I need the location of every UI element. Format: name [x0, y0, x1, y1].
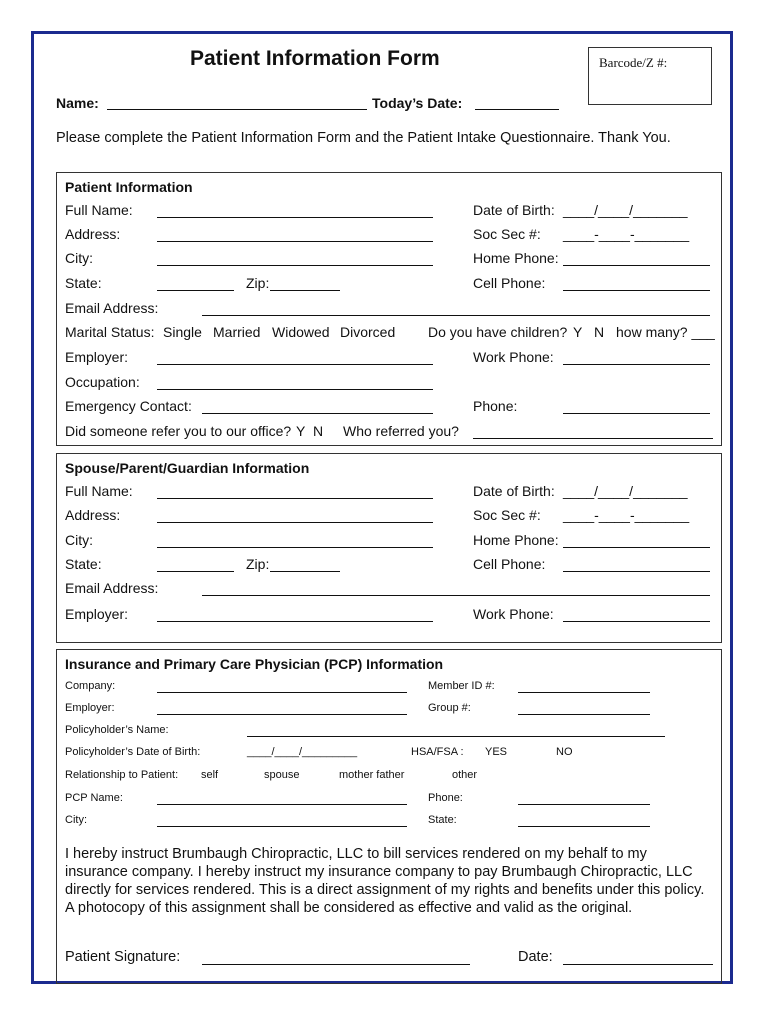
patient-work-phone-label: Work Phone:	[473, 349, 554, 365]
referral-yes-option[interactable]: Y	[296, 423, 306, 439]
guardian-cell-phone-field[interactable]	[563, 571, 710, 572]
guardian-home-phone-label: Home Phone:	[473, 532, 559, 548]
guardian-full-name-label: Full Name:	[65, 483, 133, 499]
pcp-name-label: PCP Name:	[65, 792, 123, 804]
children-question: Do you have children?	[428, 324, 568, 340]
patient-work-phone-field[interactable]	[563, 364, 710, 365]
guardian-work-phone-label: Work Phone:	[473, 606, 554, 622]
marital-option-divorced[interactable]: Divorced	[340, 324, 396, 340]
barcode-label: Barcode/Z #:	[599, 55, 668, 70]
name-field[interactable]	[107, 109, 367, 110]
patient-dob-field[interactable]: ____/____/_______	[563, 202, 688, 218]
patient-info-title: Patient Information	[65, 179, 193, 195]
hsa-no-option[interactable]: NO	[556, 746, 573, 758]
patient-full-name-label: Full Name:	[65, 202, 133, 218]
referral-no-option[interactable]: N	[313, 423, 324, 439]
patient-zip-label: Zip:	[246, 275, 270, 291]
guardian-address-field[interactable]	[157, 522, 433, 523]
pcp-city-field[interactable]	[157, 826, 407, 827]
emergency-contact-field[interactable]	[202, 413, 433, 414]
guardian-state-field[interactable]	[157, 571, 234, 572]
relationship-label: Relationship to Patient:	[65, 769, 179, 781]
patient-ssn-label: Soc Sec #:	[473, 226, 541, 242]
patient-employer-field[interactable]	[157, 364, 433, 365]
relationship-spouse-option[interactable]: spouse	[264, 769, 300, 781]
policyholder-dob-field[interactable]: ____/____/_________	[247, 746, 358, 758]
ins-group-label: Group #:	[428, 702, 471, 714]
relationship-other-option[interactable]: other	[452, 769, 478, 781]
patient-dob-label: Date of Birth:	[473, 202, 555, 218]
emergency-contact-label: Emergency Contact:	[65, 398, 192, 414]
patient-home-phone-field[interactable]	[563, 265, 710, 266]
guardian-city-field[interactable]	[157, 547, 433, 548]
pcp-phone-field[interactable]	[518, 804, 650, 805]
ins-member-id-field[interactable]	[518, 692, 650, 693]
insurance-section	[56, 649, 722, 984]
todays-date-field[interactable]	[475, 109, 559, 110]
barcode-box	[588, 47, 712, 105]
patient-state-label: State:	[65, 275, 102, 291]
children-yes-option[interactable]: Y	[573, 324, 583, 340]
ins-company-label: Company:	[65, 680, 116, 692]
guardian-dob-field[interactable]: ____/____/_______	[563, 483, 688, 499]
policyholder-dob-label: Policyholder’s Date of Birth:	[65, 746, 201, 758]
page-title: Patient Information Form	[190, 47, 440, 70]
relationship-mother-father-option[interactable]: mother father	[339, 769, 405, 781]
todays-date-label: Today’s Date:	[372, 95, 463, 111]
patient-city-field[interactable]	[157, 265, 433, 266]
patient-home-phone-label: Home Phone:	[473, 250, 559, 266]
ins-employer-field[interactable]	[157, 714, 407, 715]
signature-label: Patient Signature:	[65, 949, 181, 965]
emergency-phone-label: Phone:	[473, 398, 518, 414]
emergency-phone-field[interactable]	[563, 413, 710, 414]
ins-group-field[interactable]	[518, 714, 650, 715]
patient-address-label: Address:	[65, 226, 121, 242]
children-how-many[interactable]: how many? ___	[616, 324, 715, 340]
patient-zip-field[interactable]	[270, 290, 340, 291]
ins-member-id-label: Member ID #:	[428, 680, 495, 692]
guardian-city-label: City:	[65, 532, 93, 548]
patient-city-label: City:	[65, 250, 93, 266]
policyholder-name-field[interactable]	[247, 736, 665, 737]
children-no-option[interactable]: N	[594, 324, 605, 340]
marital-option-single[interactable]: Single	[163, 324, 202, 340]
guardian-zip-label: Zip:	[246, 556, 270, 572]
who-referred-field[interactable]	[473, 438, 713, 439]
patient-employer-label: Employer:	[65, 349, 129, 365]
instructions: Please complete the Patient Information Form and the Patient Intake Questionnaire. Thank You.	[56, 130, 671, 146]
pcp-state-field[interactable]	[518, 826, 650, 827]
signature-field[interactable]	[202, 964, 470, 965]
referral-question: Did someone refer you to our office?	[65, 423, 292, 439]
ins-employer-label: Employer:	[65, 702, 115, 714]
guardian-full-name-field[interactable]	[157, 498, 433, 499]
name-label: Name:	[56, 95, 99, 111]
marital-option-widowed[interactable]: Widowed	[272, 324, 330, 340]
guardian-cell-phone-label: Cell Phone:	[473, 556, 546, 572]
guardian-dob-label: Date of Birth:	[473, 483, 555, 499]
patient-full-name-field[interactable]	[157, 217, 433, 218]
guardian-home-phone-field[interactable]	[563, 547, 710, 548]
guardian-state-label: State:	[65, 556, 102, 572]
patient-cell-phone-label: Cell Phone:	[473, 275, 546, 291]
guardian-address-label: Address:	[65, 507, 121, 523]
relationship-self-option[interactable]: self	[201, 769, 219, 781]
patient-email-field[interactable]	[202, 315, 710, 316]
signature-date-field[interactable]	[563, 964, 713, 965]
patient-address-field[interactable]	[157, 241, 433, 242]
policyholder-name-label: Policyholder’s Name:	[65, 724, 169, 736]
patient-ssn-field[interactable]: ____-____-_______	[563, 226, 690, 242]
guardian-ssn-field[interactable]: ____-____-_______	[563, 507, 690, 523]
guardian-info-section	[56, 453, 722, 643]
pcp-phone-label: Phone:	[428, 792, 463, 804]
guardian-employer-field[interactable]	[157, 621, 433, 622]
ins-company-field[interactable]	[157, 692, 407, 693]
insurance-title: Insurance and Primary Care Physician (PCP) Information	[65, 656, 444, 672]
marital-status-label: Marital Status:	[65, 324, 155, 340]
patient-occupation-label: Occupation:	[65, 374, 140, 390]
signature-date-label: Date:	[518, 949, 553, 965]
guardian-work-phone-field[interactable]	[563, 621, 710, 622]
guardian-employer-label: Employer:	[65, 606, 129, 622]
pcp-name-field[interactable]	[157, 804, 407, 805]
guardian-info-title: Spouse/Parent/Guardian Information	[65, 460, 310, 476]
hsa-yes-option[interactable]: YES	[485, 746, 508, 758]
guardian-email-field[interactable]	[202, 595, 710, 596]
patient-email-label: Email Address:	[65, 300, 159, 316]
assignment-statement: I hereby instruct Brumbaugh Chiropractic, LLC to bill services rendered on my behalf to my insurance company. I hereby instruct my insurance company to pay Brumbaugh Chiropractic, LLC directly for services rendered. This is a direct assignment of my rights and benefits under this policy. A photocopy of this assignment shall be considered as effective and valid as the original.	[65, 846, 705, 916]
hsa-label: HSA/FSA :	[411, 746, 464, 758]
patient-occupation-field[interactable]	[157, 389, 433, 390]
guardian-zip-field[interactable]	[270, 571, 340, 572]
who-referred-label: Who referred you?	[343, 423, 459, 439]
patient-cell-phone-field[interactable]	[563, 290, 710, 291]
guardian-email-label: Email Address:	[65, 580, 159, 596]
patient-state-field[interactable]	[157, 290, 234, 291]
marital-option-married[interactable]: Married	[213, 324, 261, 340]
guardian-ssn-label: Soc Sec #:	[473, 507, 541, 523]
pcp-state-label: State:	[428, 814, 457, 826]
pcp-city-label: City:	[65, 814, 87, 826]
